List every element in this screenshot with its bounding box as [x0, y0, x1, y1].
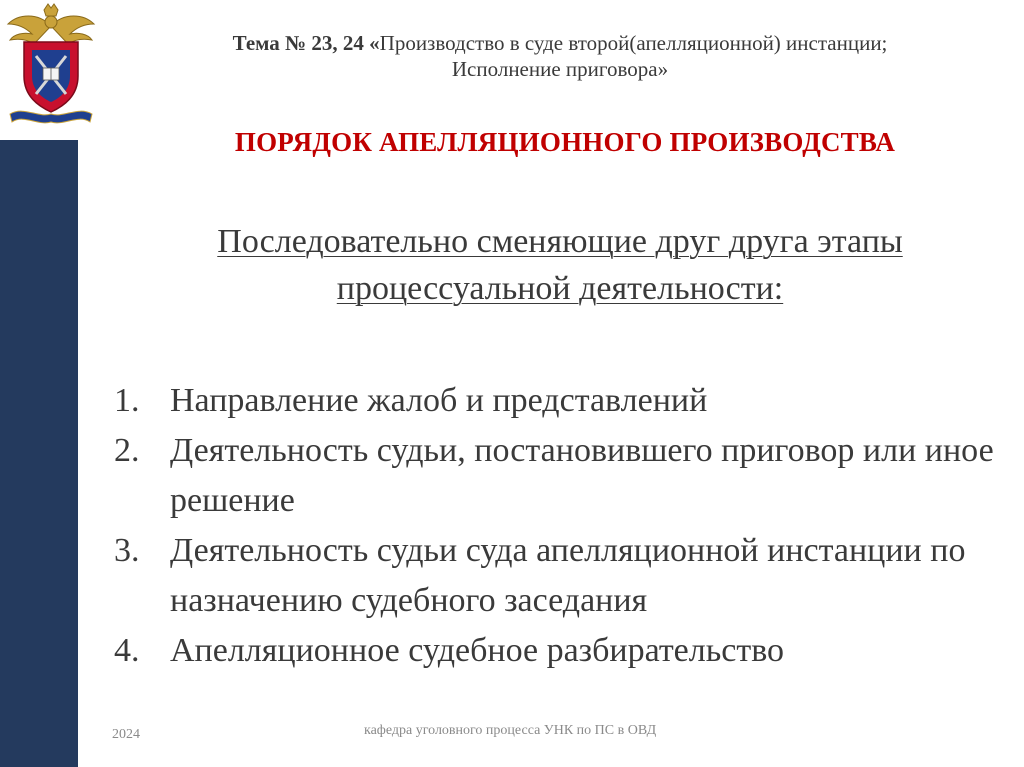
topic-name: Производство в суде второй(апелляционной) инстанции; — [379, 31, 888, 55]
subheading-line-2: процессуальной деятельности: — [336, 270, 784, 307]
list-item-text: Деятельность судьи, постановившего приговор или иное решение — [170, 432, 994, 519]
list-item-number: 1. — [114, 382, 140, 419]
side-bar — [0, 140, 78, 767]
list-item-text: Деятельность судьи суда апелляционной инстанции по назначению судебного заседания — [170, 532, 966, 619]
subheading — [110, 218, 1010, 312]
topic-line-1 — [110, 30, 1010, 56]
police-emblem-icon — [2, 2, 100, 128]
footer-year: 2024 — [112, 727, 140, 742]
topic-title — [110, 30, 1010, 82]
list-item — [114, 626, 1014, 676]
list-item — [114, 376, 1014, 426]
list-item-number: 4. — [114, 632, 140, 669]
footer-department: кафедра уголовного процесса УНК по ПС в ОВД — [364, 723, 657, 738]
topic-number: Тема № 23, 24 « — [232, 31, 380, 55]
list-item-number: 3. — [114, 532, 140, 569]
topic-line-2: Исполнение приговора» — [451, 57, 669, 81]
list-item-text: Апелляционное судебное разбирательство — [170, 632, 785, 669]
stages-list — [114, 376, 1014, 676]
subheading-line-1: Последовательно сменяющие друг друга этапы — [217, 223, 903, 260]
list-item-text: Направление жалоб и представлений — [170, 382, 708, 419]
list-item — [114, 526, 1014, 626]
list-item — [114, 426, 1014, 526]
section-heading: ПОРЯДОК АПЕЛЛЯЦИОННОГО ПРОИЗВОДСТВА — [234, 127, 896, 157]
list-item-number: 2. — [114, 432, 140, 469]
